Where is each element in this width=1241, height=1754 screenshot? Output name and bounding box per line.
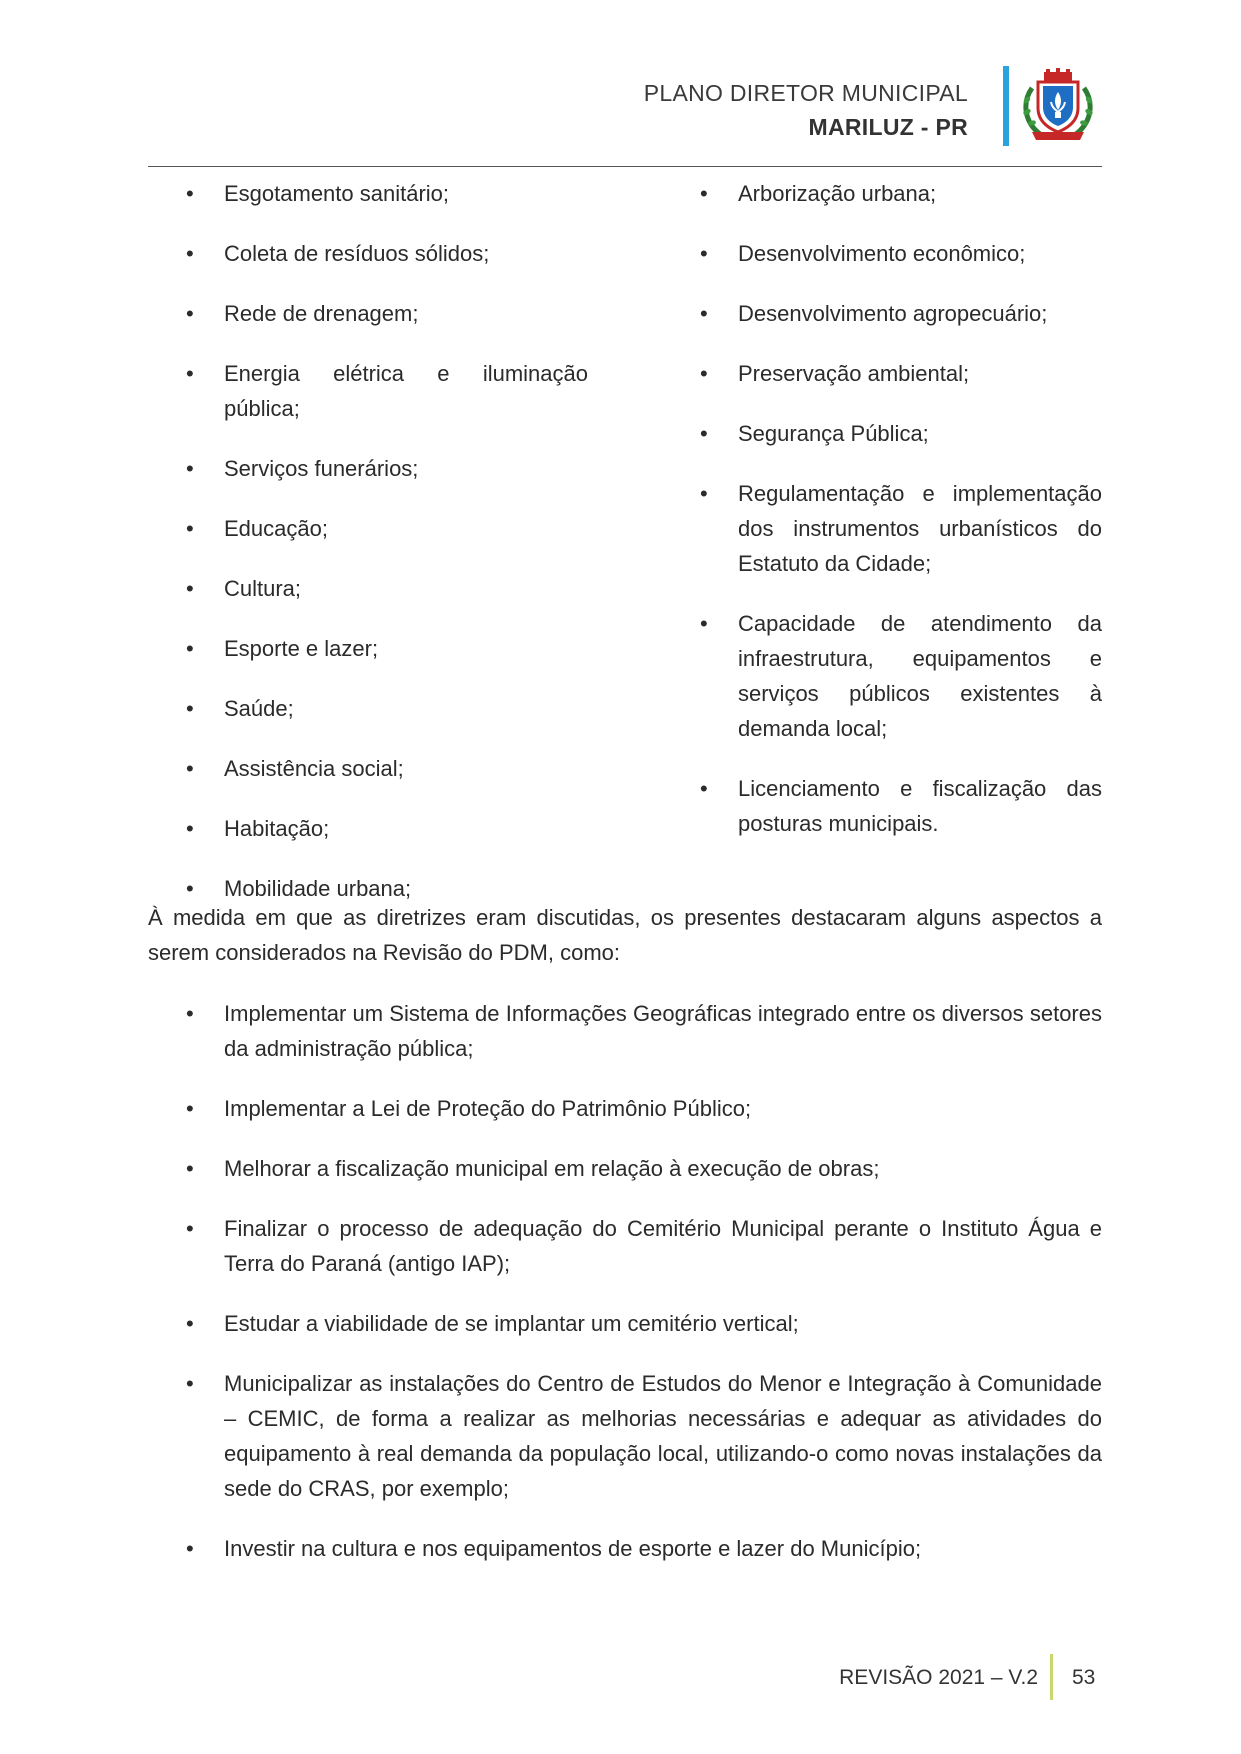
- list-item: • Municipalizar as instalações do Centro de Estudos do Menor e Integração à Comunidade – CEMIC, de forma a realizar as melhorias necessárias e adequar as atividades do equipamento à real demanda da população local, utilizando-o como novas instalações da sede do CRAS, por exemplo;: [148, 1366, 1102, 1506]
- list-item: • Cultura;: [148, 571, 588, 606]
- left-topic-column: [148, 176, 588, 931]
- header-plan-title: PLANO DIRETOR MUNICIPAL: [643, 80, 968, 106]
- list-item: • Desenvolvimento econômico;: [662, 236, 1102, 271]
- list-item: • Serviços funerários;: [148, 451, 588, 486]
- header-divider: [148, 166, 1102, 167]
- right-topic-list: [662, 176, 1102, 841]
- list-item: • Esgotamento sanitário;: [148, 176, 588, 211]
- aspects-section: [148, 996, 1102, 1591]
- list-item: • Energia elétrica e iluminação pública;: [148, 356, 588, 426]
- list-item: • Licenciamento e fiscalização das posturas municipais.: [662, 771, 1102, 841]
- list-item: • Arborização urbana;: [662, 176, 1102, 211]
- list-item: • Assistência social;: [148, 751, 588, 786]
- list-item: • Finalizar o processo de adequação do Cemitério Municipal perante o Instituto Água e Terra do Paraná (antigo IAP);: [148, 1211, 1102, 1281]
- document-header-title: [644, 76, 968, 144]
- list-item: • Esporte e lazer;: [148, 631, 588, 666]
- footer-divider: [1050, 1654, 1053, 1700]
- footer-revision: REVISÃO 2021 – V.2: [839, 1666, 1038, 1689]
- list-item: • Preservação ambiental;: [662, 356, 1102, 391]
- list-item: • Capacidade de atendimento da infraestrutura, equipamentos e serviços públicos existentes à demanda local;: [662, 606, 1102, 746]
- list-item: • Desenvolvimento agropecuário;: [662, 296, 1102, 331]
- page-number: 53: [1072, 1666, 1096, 1689]
- list-item: • Estudar a viabilidade de se implantar um cemitério vertical;: [148, 1306, 1102, 1341]
- list-item: • Habitação;: [148, 811, 588, 846]
- list-item: • Mobilidade urbana;: [148, 871, 588, 906]
- list-item: • Saúde;: [148, 691, 588, 726]
- header-accent-bar: [1003, 66, 1009, 146]
- right-topic-column: [662, 176, 1102, 866]
- list-item: • Melhorar a fiscalização municipal em relação à execução de obras;: [148, 1151, 1102, 1186]
- list-item: • Rede de drenagem;: [148, 296, 588, 331]
- intro-paragraph: À medida em que as diretrizes eram discutidas, os presentes destacaram alguns aspectos a serem considerados na Revisão do PDM, como:: [148, 905, 1102, 965]
- list-item: • Coleta de resíduos sólidos;: [148, 236, 588, 271]
- list-item: • Implementar a Lei de Proteção do Patrimônio Público;: [148, 1091, 1102, 1126]
- list-item: • Educação;: [148, 511, 588, 546]
- aspects-list: [148, 996, 1102, 1566]
- left-topic-list: [148, 176, 588, 906]
- header-municipality: MARILUZ - PR: [808, 114, 968, 140]
- list-item: • Investir na cultura e nos equipamentos de esporte e lazer do Município;: [148, 1531, 1102, 1566]
- coat-of-arms-icon: [1018, 66, 1098, 146]
- list-item: • Regulamentação e implementação dos instrumentos urbanísticos do Estatuto da Cidade;: [662, 476, 1102, 581]
- list-item: • Segurança Pública;: [662, 416, 1102, 451]
- list-item: • Implementar um Sistema de Informações Geográficas integrado entre os diversos setores da administração pública;: [148, 996, 1102, 1066]
